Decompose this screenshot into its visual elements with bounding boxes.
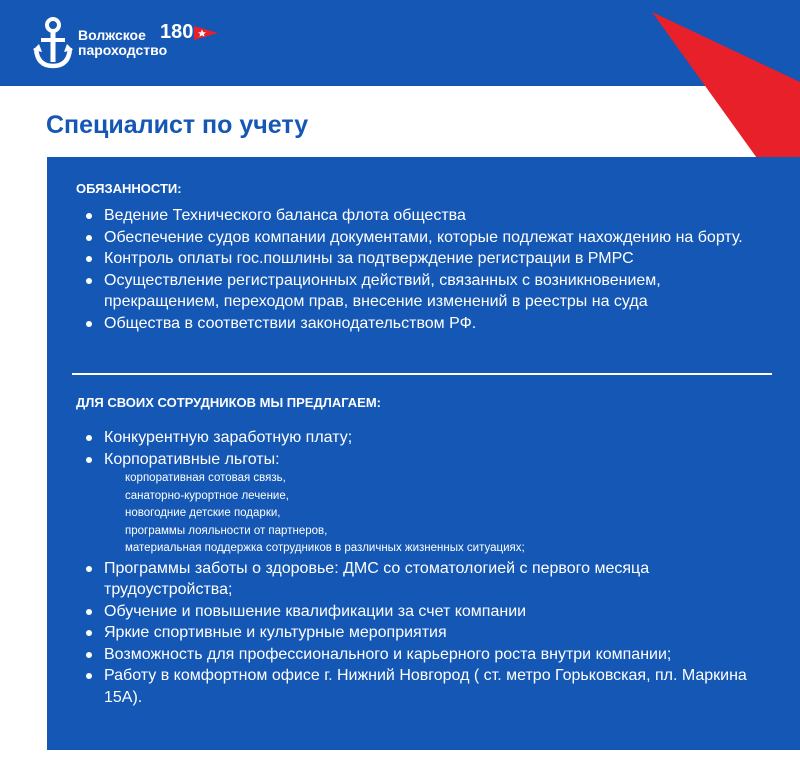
section-divider bbox=[72, 373, 772, 375]
duty-item: Осуществление регистрационных действий, связанных с возникновением, прекращением, переходом прав, внесение изменений в реестры на суда bbox=[82, 270, 772, 313]
brand-name bbox=[78, 28, 167, 58]
pennant-flag-icon bbox=[194, 26, 218, 40]
offer-item: Возможность для профессионального и карьерного роста внутри компании; bbox=[82, 644, 772, 666]
offer-item: Программы заботы о здоровье: ДМС со стоматологией с первого месяца трудоустройства; bbox=[82, 558, 772, 601]
benefit-item: корпоративная сотовая связь, bbox=[125, 472, 286, 484]
anniversary-number: 180 bbox=[160, 21, 194, 43]
brand-name-line2: пароходство bbox=[78, 42, 168, 58]
offer-heading: ДЛЯ СВОИХ СОТРУДНИКОВ МЫ ПРЕДЛАГАЕМ: bbox=[76, 395, 382, 410]
duty-item: Общества в соответствии законодательством РФ. bbox=[82, 313, 772, 335]
offer-item bbox=[82, 449, 772, 558]
brand-name-line1: Волжское bbox=[78, 27, 146, 43]
benefit-item: новогодние детские подарки, bbox=[125, 507, 281, 519]
anchor-logo-icon bbox=[33, 16, 73, 70]
benefit-item: материальная поддержка сотрудников в различных жизненных ситуациях; bbox=[125, 542, 525, 554]
benefits-sublist bbox=[125, 470, 772, 558]
duties-heading: ОБЯЗАННОСТИ: bbox=[76, 181, 182, 196]
offer-item: Яркие спортивные и культурные мероприятия bbox=[82, 622, 772, 644]
duties-list bbox=[82, 205, 772, 334]
offer-list bbox=[82, 427, 772, 708]
duty-item: Контроль оплаты гос.пошлины за подтверждение регистрации в РМРС bbox=[82, 248, 772, 270]
page-title: Специалист по учету bbox=[46, 111, 309, 139]
offer-item-label: Корпоративные льготы: bbox=[104, 450, 280, 468]
duty-item: Ведение Технического баланса флота общества bbox=[82, 205, 772, 227]
benefit-item: программы лояльности от партнеров, bbox=[125, 524, 328, 537]
duty-item: Обеспечение судов компании документами, которые подлежат нахождению на борту. bbox=[82, 227, 772, 249]
offer-item: Работу в комфортном офисе г. Нижний Новгород ( ст. метро Горьковская, пл. Маркина 15А). bbox=[82, 665, 772, 708]
offer-item: Конкурентную заработную плату; bbox=[82, 427, 772, 449]
offer-item: Обучение и повышение квалификации за счет компании bbox=[82, 601, 772, 623]
benefit-item: санаторно-курортное лечение, bbox=[125, 489, 289, 502]
